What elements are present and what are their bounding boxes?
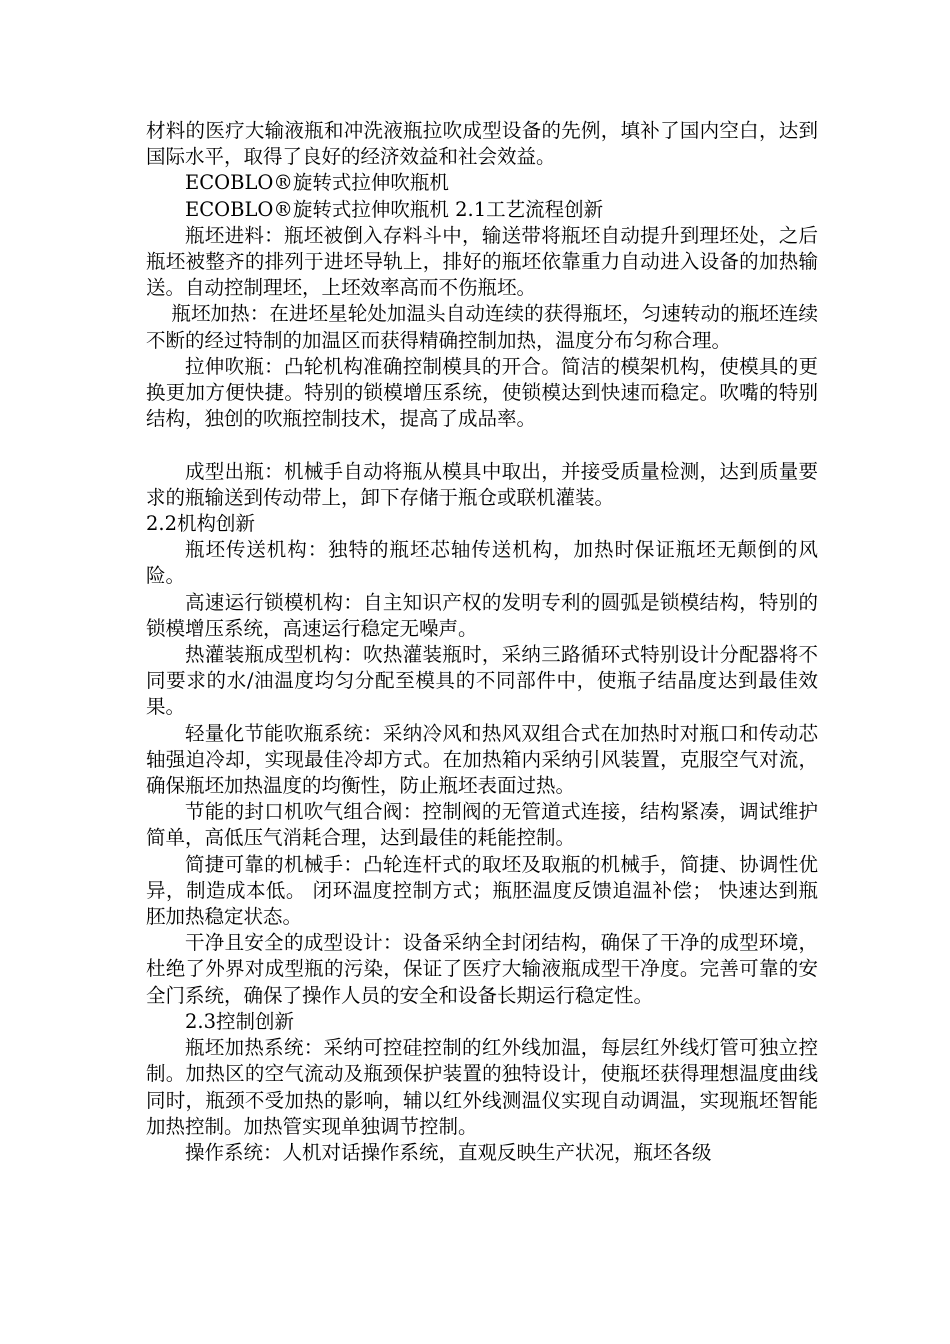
paragraph-intro: 材料的医疗大输液瓶和冲洗液瓶拉吹成型设备的先例，填补了国内空白，达到国际水平，取得了良好的经济效益和社会效益。: [146, 119, 818, 169]
document-page: [146, 118, 818, 1166]
paragraph-preform-feeding: 瓶坯进料：瓶坯被倒入存料斗中，输送带将瓶坯自动提升到理坯处，之后瓶坯被整齐的排列于进坯导轨上，排好的瓶坯依靠重力自动进入设备的加热输送。自动控制理坯，上坯效率高而不伤瓶坯。: [146, 223, 818, 300]
paragraph-clean-design: 干净且安全的成型设计：设备采纳全封闭结构，确保了干净的成型环境，杜绝了外界对成型瓶的污染，保证了医疗大输液瓶成型干净度。完善可靠的安全门系统，确保了操作人员的安全和设备长期运行稳定性。: [146, 931, 818, 1007]
paragraph-mold-locking: 高速运行锁模机构：自主知识产权的发明专利的圆弧是锁模结构，特别的锁模增压系统，高速运行稳定无噪声。: [146, 590, 818, 640]
paragraph-stretch-blowing: 拉伸吹瓶：凸轮机构准确控制模具的开合。简洁的模架机构，使模具的更换更加方便快捷。特别的锁模增压系统，使锁模达到快速而稳定。吹嘴的特别结构，独创的吹瓶控制技术，提高了成品率。: [146, 354, 818, 431]
paragraph-hot-fill: 热灌装瓶成型机构：吹热灌装瓶时，采纳三路循环式特别设计分配器将不同要求的水/油温度均匀分配至模具的不同部件中，使瓶子结晶度达到最佳效果。: [146, 643, 818, 719]
paragraph-preform-transfer: 瓶坯传送机构：独特的瓶坯芯轴传送机构，加热时保证瓶坯无颠倒的风险。: [146, 538, 818, 588]
paragraph-heating-system: 瓶坯加热系统：采纳可控硅控制的红外线加温，每层红外线灯管可独立控制。加热区的空气流动及瓶颈保护装置的独特设计，使瓶坯获得理想温度曲线同时，瓶颈不受加热的影响，辅以红外线测温仪实现自动调温，实现瓶坯智能加热控制。加热管实现单独调节控制。: [146, 1036, 818, 1138]
paragraph-bottle-output: 成型出瓶：机械手自动将瓶从模具中取出，并接受质量检测，达到质量要求的瓶输送到传动带上，卸下存储于瓶仓或联机灌装。: [146, 459, 818, 509]
paragraph-preform-heating: 瓶坯加热：在进坯星轮处加温头自动连续的获得瓶坯，匀速转动的瓶坯连续不断的经过特制的加温区而获得精确控制加热，温度分布匀称合理。: [146, 302, 818, 352]
section-heading-2-2: 2.2机构创新: [146, 512, 256, 536]
paragraph-manipulator: 简捷可靠的机械手：凸轮连杆式的取坯及取瓶的机械手，简捷、协调性优异，制造成本低。 闭环温度控制方式；瓶胚温度反馈追温补偿； 快速达到瓶胚加热稳定状态。: [146, 852, 818, 929]
section-heading-2-1: ECOBLO®旋转式拉伸吹瓶机 2.1工艺流程创新: [185, 197, 604, 221]
paragraph-operating-system: 操作系统：人机对话操作系统，直观反映生产状况，瓶坯各级: [185, 1140, 712, 1164]
product-title: ECOBLO®旋转式拉伸吹瓶机: [185, 171, 449, 195]
blank-line: [146, 432, 818, 458]
section-heading-2-3: 2.3控制创新: [185, 1009, 295, 1033]
paragraph-lightweight-blowing: 轻量化节能吹瓶系统：采纳冷风和热风双组合式在加热时对瓶口和传动芯轴强迫冷却，实现最佳冷却方式。在加热箱内采纳引风装置，克服空气对流，确保瓶坯加热温度的均衡性，防止瓶坯表面过热。: [146, 721, 818, 798]
paragraph-valve: 节能的封口机吹气组合阀：控制阀的无管道式连接，结构紧凑，调试维护简单，高低压气消耗合理，达到最佳的耗能控制。: [146, 800, 818, 850]
